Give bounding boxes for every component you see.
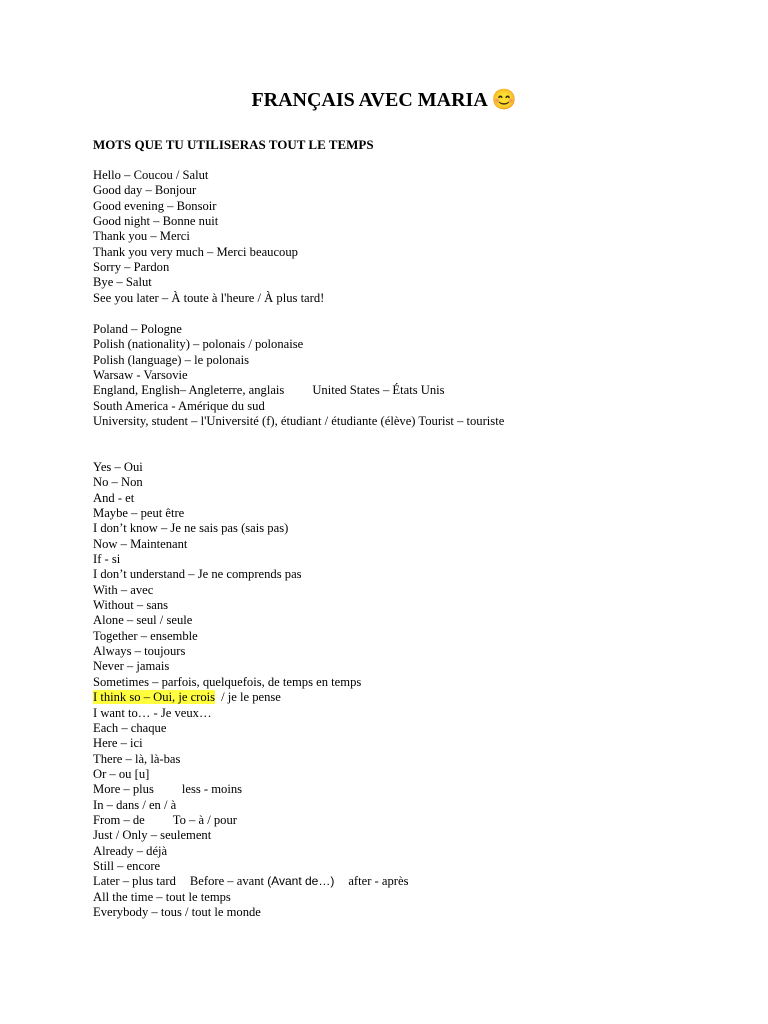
vocab-line-dont-know: I don’t know – Je ne sais pas (sais pas) bbox=[93, 521, 289, 536]
vocab-avant-de: (Avant de…) bbox=[267, 874, 335, 889]
vocab-line-sometimes: Sometimes – parfois, quelquefois, de temps en temps bbox=[93, 674, 362, 689]
vocab-line-no: No – Non bbox=[93, 475, 143, 490]
vocab-line-alone: Alone – seul / seule bbox=[93, 613, 193, 628]
vocab-line-dont-understand: I don’t understand – Je ne comprends pas bbox=[93, 567, 302, 582]
vocab-line-good-night: Good night – Bonne nuit bbox=[93, 214, 219, 229]
common-words-list bbox=[93, 460, 408, 920]
vocab-line-maybe: Maybe – peut être bbox=[93, 506, 185, 521]
vocab-line-all-the-time: All the time – tout le temps bbox=[93, 889, 231, 904]
vocab-line-now: Now – Maintenant bbox=[93, 536, 188, 551]
vocab-line-never: Never – jamais bbox=[93, 659, 170, 674]
vocab-to: To – à / pour bbox=[172, 812, 237, 827]
vocab-united-states: United States – États Unis bbox=[312, 383, 445, 398]
vocab-line-university bbox=[93, 414, 504, 429]
vocab-line-here: Here – ici bbox=[93, 736, 143, 751]
vocab-line-together: Together – ensemble bbox=[93, 628, 198, 643]
vocab-line-always: Always – toujours bbox=[93, 644, 186, 659]
vocab-less: less - moins bbox=[181, 782, 243, 797]
vocab-line-warsaw: Warsaw - Varsovie bbox=[93, 368, 188, 383]
vocab-line-just-only: Just / Only – seulement bbox=[93, 828, 212, 843]
vocab-line-if: If - si bbox=[93, 552, 121, 567]
vocab-more: More – plus bbox=[93, 782, 154, 797]
vocab-think-so-rest: / je le pense bbox=[221, 690, 281, 705]
vocab-line-good-evening: Good evening – Bonsoir bbox=[93, 198, 217, 213]
vocab-from: From – de bbox=[93, 812, 145, 827]
vocab-line-from-to bbox=[93, 813, 408, 828]
vocab-line-thank-you: Thank you – Merci bbox=[93, 229, 190, 244]
vocab-line-later-before-after bbox=[93, 874, 408, 889]
vocab-line-with: With – avec bbox=[93, 582, 154, 597]
vocab-line-and: And - et bbox=[93, 490, 135, 505]
vocab-line-want-to: I want to… - Je veux… bbox=[93, 705, 212, 720]
vocab-line-there: There – là, là-bas bbox=[93, 751, 181, 766]
vocab-tourist: Tourist – touriste bbox=[418, 414, 505, 429]
vocab-line-polish-language: Polish (language) – le polonais bbox=[93, 352, 249, 367]
vocab-line-england-us bbox=[93, 383, 504, 398]
greetings-list bbox=[93, 168, 324, 306]
vocab-line-polish-nationality: Polish (nationality) – polonais / polonaise bbox=[93, 337, 304, 352]
vocab-line-without: Without – sans bbox=[93, 598, 169, 613]
vocab-line-think-so bbox=[93, 690, 408, 705]
vocab-line-still: Still – encore bbox=[93, 858, 161, 873]
vocab-line-more-less bbox=[93, 782, 408, 797]
section-heading: MOTS QUE TU UTILISERAS TOUT LE TEMPS bbox=[93, 137, 374, 152]
vocab-after: after - après bbox=[348, 874, 409, 889]
vocab-line-everybody: Everybody – tous / tout le monde bbox=[93, 904, 261, 919]
vocab-line-hello: Hello – Coucou / Salut bbox=[93, 168, 209, 182]
vocab-england: England, English– Angleterre, anglais bbox=[93, 383, 285, 398]
vocab-university: University, student – l'Université (f), étudiant / étudiante (élève) bbox=[93, 414, 416, 429]
vocab-line-or: Or – ou [u] bbox=[93, 766, 150, 781]
vocab-line-thank-you-very-much: Thank you very much – Merci beaucoup bbox=[93, 244, 298, 259]
vocab-line-see-you-later: See you later – À toute à l'heure / À plus tard! bbox=[93, 290, 325, 305]
highlighted-text: I think so – Oui, je crois bbox=[93, 690, 216, 705]
vocab-later: Later – plus tard bbox=[93, 874, 176, 889]
vocab-line-yes: Yes – Oui bbox=[93, 460, 143, 474]
page-title: FRANÇAIS AVEC MARIA 😊 bbox=[251, 89, 517, 111]
vocab-line-each: Each – chaque bbox=[93, 720, 167, 735]
vocab-line-poland: Poland – Pologne bbox=[93, 322, 182, 336]
vocab-before: Before – avant bbox=[189, 874, 265, 889]
vocab-line-in: In – dans / en / à bbox=[93, 797, 177, 812]
vocab-line-good-day: Good day – Bonjour bbox=[93, 183, 197, 198]
vocab-line-sorry: Sorry – Pardon bbox=[93, 260, 170, 275]
vocab-line-already: Already – déjà bbox=[93, 843, 168, 858]
places-list bbox=[93, 322, 504, 429]
vocab-line-bye: Bye – Salut bbox=[93, 275, 152, 290]
vocab-line-south-america: South America - Amérique du sud bbox=[93, 398, 265, 413]
